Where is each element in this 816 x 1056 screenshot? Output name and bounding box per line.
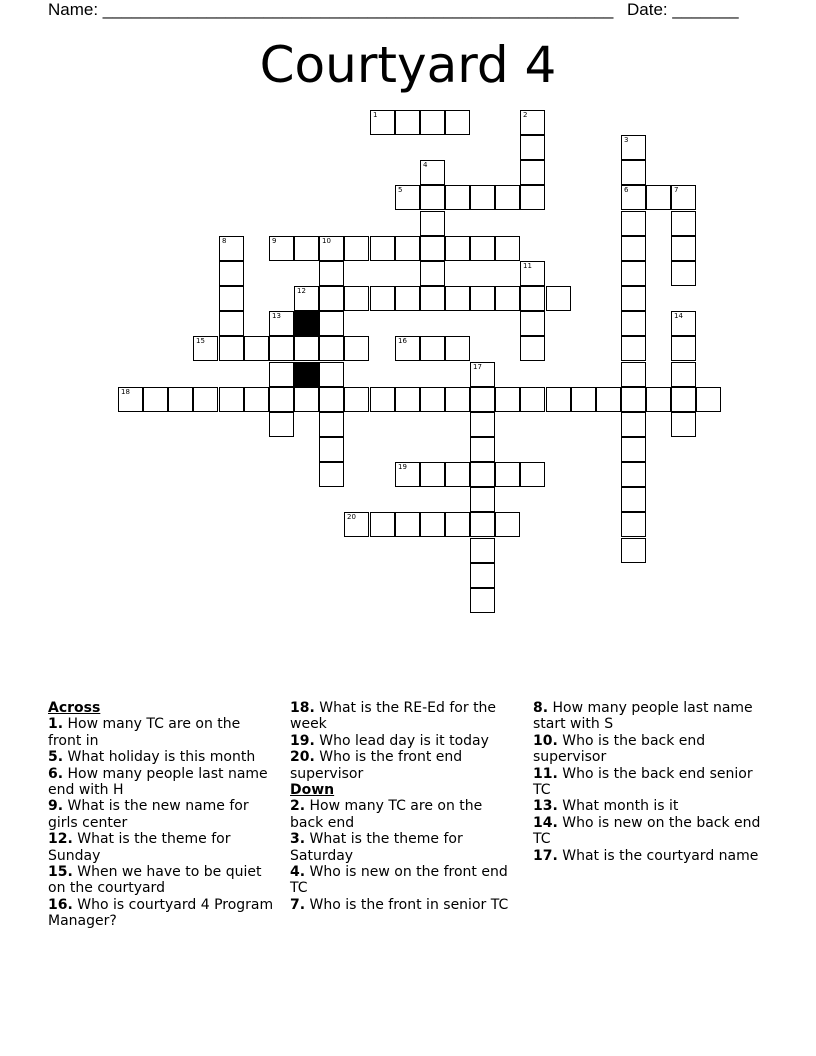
grid-cell[interactable]	[470, 462, 495, 487]
clue-number: 13	[272, 312, 281, 320]
grid-cell[interactable]	[596, 387, 621, 412]
grid-cell[interactable]	[420, 387, 445, 412]
grid-cell[interactable]	[269, 362, 294, 387]
grid-cell[interactable]	[445, 336, 470, 361]
clue-across-16: 16. Who is courtyard 4 Program Manager?	[48, 896, 274, 930]
grid-cell[interactable]	[420, 211, 445, 236]
grid-cell[interactable]	[671, 311, 696, 336]
grid-cell[interactable]	[470, 538, 495, 563]
grid-cell[interactable]	[546, 286, 571, 311]
grid-cell[interactable]	[470, 412, 495, 437]
name-field-label[interactable]: Name: ______________________________________________________	[48, 0, 614, 19]
grid-cell[interactable]	[420, 261, 445, 286]
grid-cell[interactable]	[621, 185, 646, 210]
grid-cell[interactable]	[495, 236, 520, 261]
grid-block	[294, 362, 319, 387]
grid-cell[interactable]	[294, 236, 319, 261]
grid-cell[interactable]	[445, 387, 470, 412]
grid-cell[interactable]	[219, 236, 244, 261]
clue-across-5: 5. What holiday is this month	[48, 749, 256, 766]
grid-cell[interactable]	[621, 362, 646, 387]
clue-number: 15	[196, 337, 205, 345]
grid-cell[interactable]	[520, 387, 545, 412]
clue-down-10: 10. Who is the back end supervisor	[533, 732, 706, 766]
grid-cell[interactable]	[621, 286, 646, 311]
grid-cell[interactable]	[219, 387, 244, 412]
grid-cell[interactable]	[395, 387, 420, 412]
grid-cell[interactable]	[344, 286, 369, 311]
grid-cell[interactable]	[621, 412, 646, 437]
grid-cell[interactable]	[294, 387, 319, 412]
grid-cell[interactable]	[621, 487, 646, 512]
clue-down-7: 7. Who is the front in senior TC	[290, 896, 509, 913]
clue-number: 19	[398, 463, 407, 471]
grid-cell[interactable]	[621, 311, 646, 336]
grid-cell[interactable]	[621, 236, 646, 261]
grid-cell[interactable]	[621, 512, 646, 537]
clue-down-13: 13. What month is it	[533, 798, 679, 815]
clue-number: 16	[398, 337, 407, 345]
clue-number: 6	[624, 186, 629, 194]
grid-cell[interactable]	[118, 387, 143, 412]
across-heading: Across	[48, 700, 101, 716]
grid-cell[interactable]	[621, 160, 646, 185]
clue-across-9: 9. What is the new name for girls center	[48, 798, 249, 831]
grid-cell[interactable]	[395, 336, 420, 361]
grid-cell[interactable]	[495, 185, 520, 210]
grid-cell[interactable]	[546, 387, 571, 412]
grid-cell[interactable]	[269, 387, 294, 412]
grid-cell[interactable]	[671, 261, 696, 286]
grid-block	[294, 311, 319, 336]
clue-number: 10	[322, 237, 331, 245]
clue-down-3: 3. What is the theme for Saturday	[290, 831, 463, 864]
grid-cell[interactable]	[420, 160, 445, 185]
grid-cell[interactable]	[269, 336, 294, 361]
grid-cell[interactable]	[495, 286, 520, 311]
grid-cell[interactable]	[344, 236, 369, 261]
grid-cell[interactable]	[344, 336, 369, 361]
grid-cell[interactable]	[319, 412, 344, 437]
grid-cell[interactable]	[370, 236, 395, 261]
grid-cell[interactable]	[244, 336, 269, 361]
clue-down-4: 4. Who is new on the front end TC	[290, 864, 508, 897]
grid-cell[interactable]	[420, 512, 445, 537]
clue-number: 17	[473, 363, 482, 371]
grid-cell[interactable]	[520, 110, 545, 135]
grid-cell[interactable]	[621, 437, 646, 462]
grid-cell[interactable]	[420, 110, 445, 135]
grid-cell[interactable]	[520, 462, 545, 487]
clue-across-6: 6. How many people last name end with H	[48, 765, 268, 799]
grid-cell[interactable]	[520, 160, 545, 185]
grid-cell[interactable]	[193, 336, 218, 361]
grid-cell[interactable]	[470, 588, 495, 613]
grid-cell[interactable]	[520, 286, 545, 311]
grid-cell[interactable]	[319, 437, 344, 462]
grid-cell[interactable]	[395, 185, 420, 210]
grid-cell[interactable]	[671, 211, 696, 236]
grid-cell[interactable]	[621, 387, 646, 412]
grid-cell[interactable]	[319, 362, 344, 387]
grid-cell[interactable]	[269, 412, 294, 437]
grid-cell[interactable]	[445, 512, 470, 537]
grid-cell[interactable]	[470, 362, 495, 387]
grid-cell[interactable]	[495, 512, 520, 537]
clue-number: 5	[398, 186, 403, 194]
grid-cell[interactable]	[294, 286, 319, 311]
down-heading: Down	[290, 782, 335, 799]
grid-cell[interactable]	[193, 387, 218, 412]
grid-cell[interactable]	[520, 336, 545, 361]
grid-cell[interactable]	[520, 135, 545, 160]
grid-cell[interactable]	[470, 512, 495, 537]
clue-number: 9	[272, 237, 277, 245]
date-field-label[interactable]: Date: _______	[627, 0, 739, 19]
grid-cell[interactable]	[671, 236, 696, 261]
clue-number: 2	[523, 111, 528, 119]
grid-cell[interactable]	[219, 286, 244, 311]
grid-cell[interactable]	[420, 286, 445, 311]
grid-cell[interactable]	[671, 362, 696, 387]
grid-cell[interactable]	[520, 185, 545, 210]
clue-number: 20	[347, 513, 356, 521]
grid-cell[interactable]	[370, 110, 395, 135]
grid-cell[interactable]	[445, 286, 470, 311]
grid-cell[interactable]	[143, 387, 168, 412]
clue-number: 8	[222, 237, 227, 245]
grid-cell[interactable]	[621, 538, 646, 563]
clue-number: 1	[373, 111, 378, 119]
grid-cell[interactable]	[219, 261, 244, 286]
clue-number: 14	[674, 312, 683, 320]
grid-cell[interactable]	[269, 236, 294, 261]
clue-across-20: 20. Who is the front end supervisor	[290, 749, 463, 782]
grid-cell[interactable]	[520, 261, 545, 286]
grid-cell[interactable]	[420, 462, 445, 487]
grid-cell[interactable]	[671, 185, 696, 210]
grid-cell[interactable]	[344, 387, 369, 412]
grid-cell[interactable]	[420, 236, 445, 261]
grid-cell[interactable]	[395, 286, 420, 311]
grid-cell[interactable]	[470, 236, 495, 261]
grid-cell[interactable]	[319, 387, 344, 412]
grid-cell[interactable]	[395, 110, 420, 135]
grid-cell[interactable]	[244, 387, 269, 412]
grid-cell[interactable]	[671, 412, 696, 437]
grid-cell[interactable]	[370, 512, 395, 537]
clues-column-1	[48, 700, 276, 930]
grid-cell[interactable]	[319, 462, 344, 487]
grid-cell[interactable]	[470, 437, 495, 462]
grid-cell[interactable]	[470, 185, 495, 210]
grid-cell[interactable]	[571, 387, 596, 412]
grid-cell[interactable]	[696, 387, 721, 412]
clue-number: 11	[523, 262, 532, 270]
grid-cell[interactable]	[344, 512, 369, 537]
grid-cell[interactable]	[445, 110, 470, 135]
grid-cell[interactable]	[646, 387, 671, 412]
grid-cell[interactable]	[319, 336, 344, 361]
grid-cell[interactable]	[269, 311, 294, 336]
grid-cell[interactable]	[370, 286, 395, 311]
clue-across-15: 15. When we have to be quiet on the courtyard	[48, 864, 262, 897]
page-title: Courtyard 4	[259, 36, 557, 94]
clue-across-1: 1. How many TC are on the front in	[48, 716, 241, 749]
grid-cell[interactable]	[395, 236, 420, 261]
grid-cell[interactable]	[445, 462, 470, 487]
grid-cell[interactable]	[470, 286, 495, 311]
clue-down-11: 11. Who is the back end senior TC	[533, 765, 753, 799]
clues-column-2	[290, 700, 518, 913]
grid-cell[interactable]	[470, 563, 495, 588]
clue-across-18: 18. What is the RE-Ed for the week	[290, 700, 497, 733]
clue-number: 7	[674, 186, 679, 194]
grid-cell[interactable]	[395, 462, 420, 487]
grid-cell[interactable]	[420, 185, 445, 210]
grid-cell[interactable]	[621, 462, 646, 487]
grid-cell[interactable]	[319, 311, 344, 336]
grid-cell[interactable]	[445, 236, 470, 261]
grid-cell[interactable]	[520, 311, 545, 336]
grid-cell[interactable]	[319, 286, 344, 311]
grid-cell[interactable]	[621, 211, 646, 236]
clue-number: 3	[624, 136, 629, 144]
clue-down-8: 8. How many people last name start with S	[533, 700, 753, 733]
clue-number: 12	[297, 287, 306, 295]
grid-cell[interactable]	[671, 387, 696, 412]
grid-cell[interactable]	[420, 336, 445, 361]
grid-cell[interactable]	[621, 135, 646, 160]
clue-down-2: 2. How many TC are on the back end	[290, 798, 483, 831]
grid-cell[interactable]	[219, 336, 244, 361]
clue-number: 4	[423, 161, 428, 169]
grid-cell[interactable]	[370, 387, 395, 412]
clue-down-14: 14. Who is new on the back end TC	[533, 814, 761, 848]
grid-cell[interactable]	[319, 236, 344, 261]
grid-cell[interactable]	[495, 462, 520, 487]
grid-cell[interactable]	[168, 387, 193, 412]
clue-across-19: 19. Who lead day is it today	[290, 732, 489, 749]
grid-cell[interactable]	[495, 387, 520, 412]
grid-cell[interactable]	[470, 487, 495, 512]
grid-cell[interactable]	[395, 512, 420, 537]
grid-cell[interactable]	[319, 261, 344, 286]
grid-cell[interactable]	[671, 336, 696, 361]
clues-column-3	[533, 700, 769, 864]
clue-across-12: 12. What is the theme for Sunday	[48, 831, 231, 864]
grid-cell[interactable]	[470, 387, 495, 412]
grid-cell[interactable]	[621, 261, 646, 286]
grid-cell[interactable]	[294, 336, 319, 361]
grid-cell[interactable]	[445, 185, 470, 210]
grid-cell[interactable]	[646, 185, 671, 210]
grid-cell[interactable]	[621, 336, 646, 361]
clue-down-17: 17. What is the courtyard name	[533, 847, 759, 864]
clue-number: 18	[121, 388, 130, 396]
grid-cell[interactable]	[219, 311, 244, 336]
